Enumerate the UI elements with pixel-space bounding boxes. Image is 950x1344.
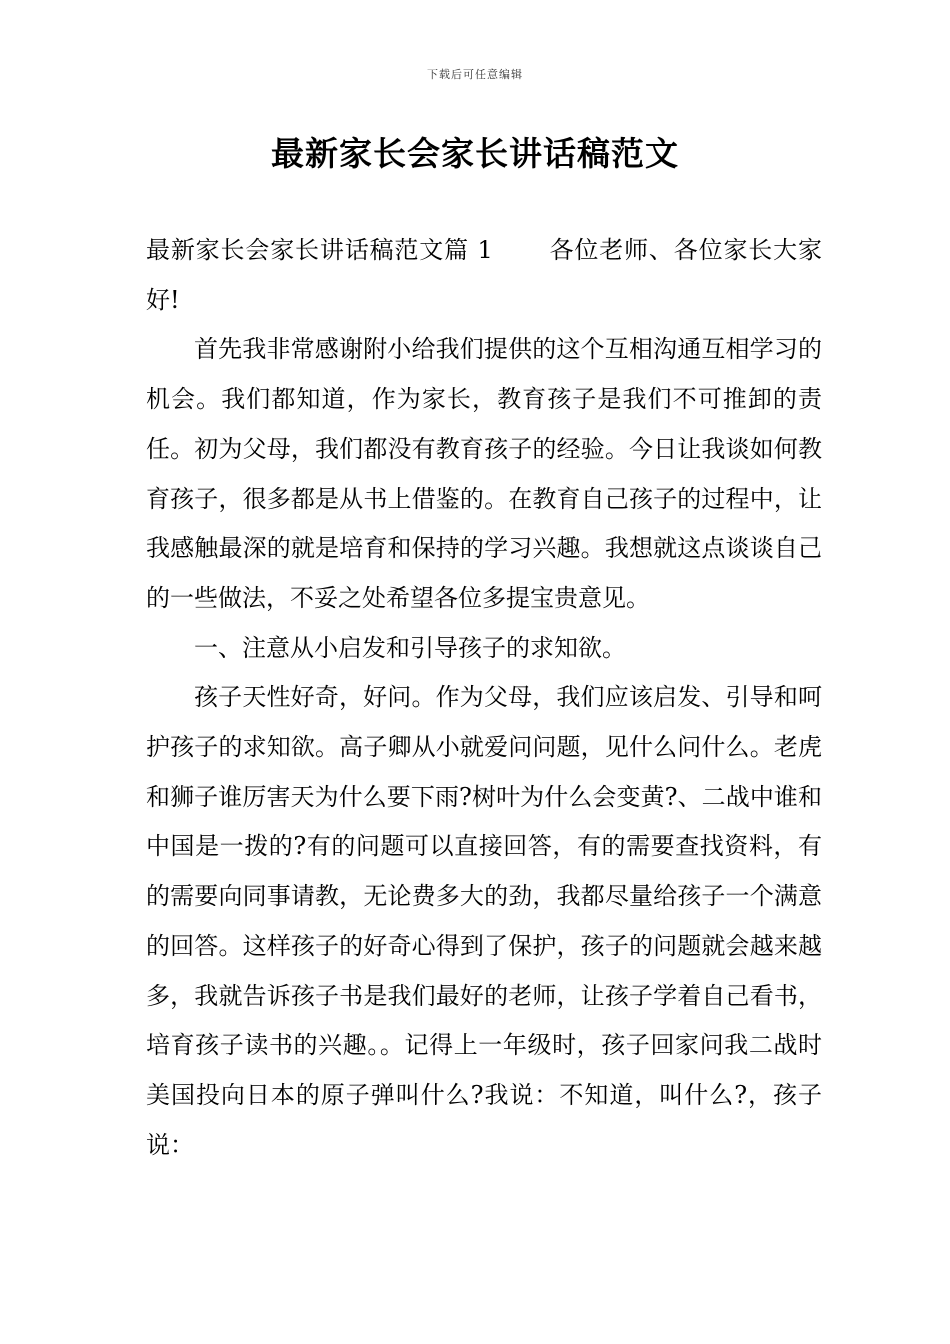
document-title: 最新家长会家长讲话稿范文 bbox=[271, 134, 679, 173]
intro-paragraph bbox=[146, 226, 822, 325]
section-heading-1: 一、注意从小启发和引导孩子的求知欲。 bbox=[194, 633, 626, 662]
intro-label: 最新家长会家长讲话稿范文篇 1 bbox=[146, 236, 493, 264]
header-note: 下载后可任意编辑 bbox=[427, 68, 523, 81]
greeting-text: 各位老师、各位家长大家好! bbox=[146, 236, 822, 314]
paragraph-2: 孩子天性好奇，好问。作为父母，我们应该启发、引导和呵护孩子的求知欲。高子卿从小就爱问问题，见什么问什么。老虎和狮子谁厉害天为什么要下雨?树叶为什么会变黄?、二战中谁和中国是一拨的?有的问题可以直接回答，有的需要查找资料，有的需要向同事请教，无论费多大的劲，我都尽量给孩子一个满意的回答。这样孩子的好奇心得到了保护，孩子的问题就会越来越多，我就告诉孩子书是我们最好的老师，让孩子学着自己看书，培育孩子读书的兴趣。。记得上一年级时，孩子回家问我二战时美国投向日本的原子弹叫什么?我说：不知道，叫什么?，孩子说： bbox=[146, 683, 822, 1159]
document-body bbox=[146, 226, 822, 1170]
paragraph-1: 首先我非常感谢附小给我们提供的这个互相沟通互相学习的机会。我们都知道，作为家长，教育孩子是我们不可推卸的责任。初为父母，我们都没有教育孩子的经验。今日让我谈如何教育孩子，很多都是从书上借鉴的。在教育自己孩子的过程中，让我感触最深的就是培育和保持的学习兴趣。我想就这点谈谈自己的一些做法，不妥之处希望各位多提宝贵意见。 bbox=[146, 335, 822, 612]
